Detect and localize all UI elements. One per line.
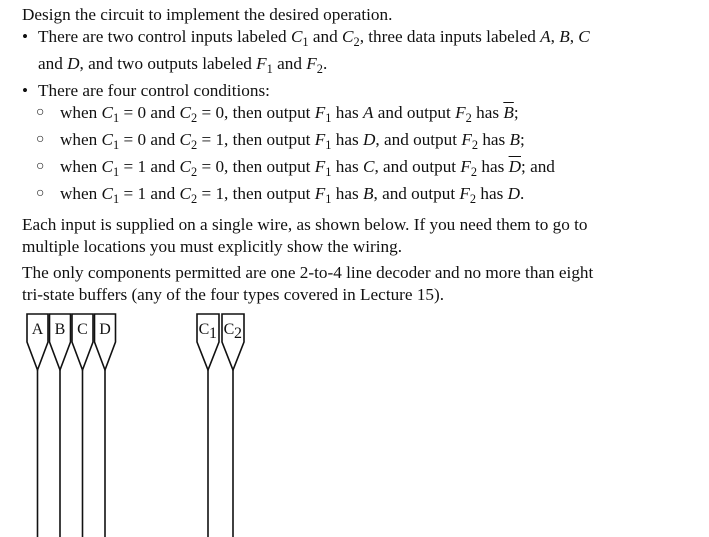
condition-item: ○ when $C_1 = 1$ and $C_2 = 0$, then output $F_1$ has C, and output $F_2$ has $\overline{D}$; and bbox=[36, 156, 555, 179]
input-wire-d bbox=[95, 314, 116, 537]
components-paragraph-line2: tri-state buffers (any of the four types covered in Lecture 15). bbox=[22, 284, 445, 304]
bullet-inputs-line2: and D, and two outputs labeled $F_1$ and $F_2$. bbox=[38, 53, 328, 76]
svg-text:2: 2 bbox=[234, 325, 242, 342]
wire-label: A bbox=[31, 321, 44, 338]
bullet-inputs-line1: There are two control inputs labeled $C_1$ and $C_2$, three data inputs labeled A, B, C bbox=[38, 27, 590, 49]
condition-list bbox=[22, 102, 702, 210]
wire-label: C bbox=[223, 321, 235, 338]
wire-label: C bbox=[198, 321, 210, 338]
components-paragraph-line1: The only components permitted are one 2-to-4 line decoder and no more than eight bbox=[22, 262, 594, 282]
hollow-bullet-icon: ○ bbox=[36, 158, 45, 174]
intro-text: Design the circuit to implement the desired operation. bbox=[22, 5, 393, 24]
wire-label: B bbox=[54, 321, 66, 338]
bullet-conditions: • There are four control conditions: bbox=[22, 80, 270, 100]
hollow-bullet-icon: ○ bbox=[36, 185, 45, 201]
bullet-inputs bbox=[22, 26, 702, 80]
condition-item: ○ when $C_1 = 1$ and $C_2 = 1$, then output $F_1$ has B, and output $F_2$ has D. bbox=[36, 183, 525, 206]
control-wire-c2 bbox=[222, 314, 244, 537]
wire-label: D bbox=[99, 321, 111, 338]
input-wire-b bbox=[50, 314, 71, 537]
problem-document bbox=[22, 4, 702, 306]
input-wires-diagram bbox=[0, 310, 709, 537]
hollow-bullet-icon: ○ bbox=[36, 104, 45, 120]
control-wire-c1 bbox=[197, 314, 219, 537]
wire-label: C bbox=[77, 321, 88, 338]
condition-item: ○ when $C_1 = 0$ and $C_2 = 1$, then output $F_1$ has D, and output $F_2$ has B; bbox=[36, 129, 525, 152]
hollow-bullet-icon: ○ bbox=[36, 131, 45, 147]
wiring-paragraph-line1: Each input is supplied on a single wire, as shown below. If you need them to go to bbox=[22, 214, 588, 234]
input-wire-a bbox=[27, 314, 48, 537]
input-wire-c bbox=[72, 314, 93, 537]
wiring-paragraph-line2: multiple locations you must explicitly show the wiring. bbox=[22, 236, 402, 256]
svg-text:1: 1 bbox=[209, 325, 217, 342]
condition-item: ○ when $C_1 = 0$ and $C_2 = 0$, then output $F_1$ has A and output $F_2$ has $\overline{B}$; bbox=[36, 102, 519, 125]
bullet-dot: • bbox=[22, 80, 29, 100]
bullet-dot: • bbox=[22, 27, 29, 46]
